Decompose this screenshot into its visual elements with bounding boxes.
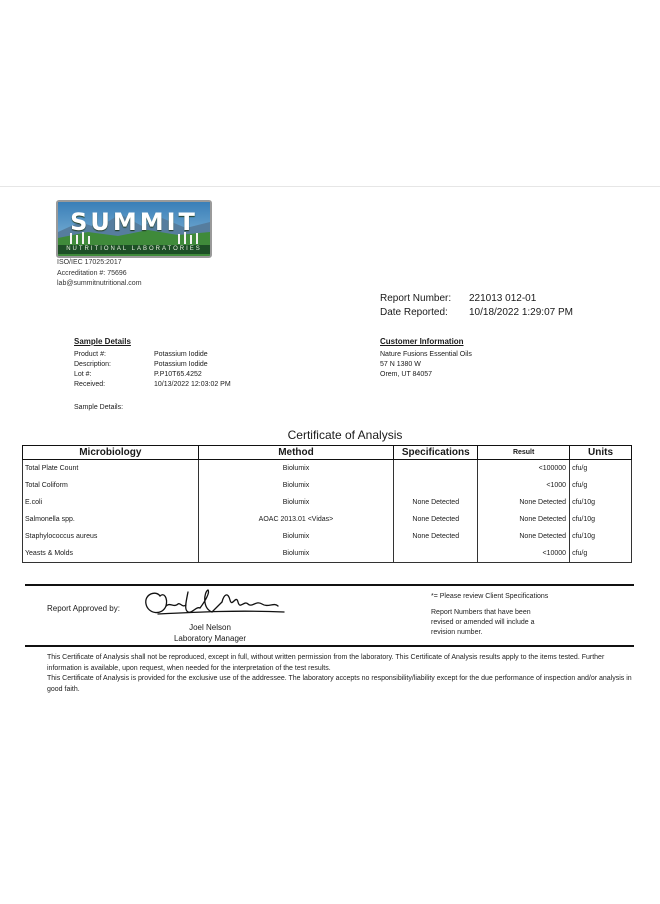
date-reported-value: 10/18/2022 1:29:07 PM xyxy=(469,307,573,318)
sample-value: Potassium Iodide xyxy=(154,351,208,358)
test-name: Yeasts & Molds xyxy=(23,545,199,563)
test-name: E.coli xyxy=(23,494,199,511)
signer-title: Laboratory Manager xyxy=(173,634,247,643)
test-method: Biolumix xyxy=(198,528,394,545)
revision-note-line: Report Numbers that have been xyxy=(431,609,531,616)
approval-divider-top xyxy=(25,584,634,586)
test-result: <10000 xyxy=(478,545,570,563)
test-spec xyxy=(394,460,478,478)
lab-info xyxy=(57,258,142,290)
test-units: cfu/10g xyxy=(570,511,632,528)
disclaimer-paragraph: This Certificate of Analysis shall not be reproduced, except in full, without written permission from the laboratory. This Certificate of Analysis results apply to the items tested. Further information is available, upon request, when needed for the interpretation of the test results. xyxy=(47,654,605,672)
test-method: Biolumix xyxy=(198,545,394,563)
sample-value: P.P10T65.4252 xyxy=(154,371,202,378)
revision-notes xyxy=(431,592,548,638)
iso-standard: ISO/IEC 17025:2017 xyxy=(57,259,122,266)
report-approved-label: Report Approved by: xyxy=(47,604,120,613)
table-row xyxy=(23,545,632,563)
certificate-title: Certificate of Analysis xyxy=(287,428,403,442)
test-name: Staphylococcus aureus xyxy=(23,528,199,545)
logo-subtitle: NUTRITIONAL LABORATORIES xyxy=(58,245,210,254)
test-result: None Detected xyxy=(478,528,570,545)
signer-name: Joel Nelson xyxy=(189,623,231,632)
header-result: Result xyxy=(478,446,570,460)
disclaimer-paragraph: This Certificate of Analysis is provided for the exclusive use of the addressee. The laboratory accepts no responsibility/liability except for the due performance of inspection and/or analysis in good faith. xyxy=(47,675,632,693)
spec-note: *= Please review Client Specifications xyxy=(431,593,549,600)
table-row xyxy=(23,460,632,478)
report-info xyxy=(380,292,573,320)
table-header-row xyxy=(23,446,632,460)
sample-label: Product #: xyxy=(74,351,106,358)
table-row xyxy=(23,511,632,528)
table-row xyxy=(23,477,632,494)
report-number-value: 221013 012-01 xyxy=(469,293,537,304)
customer-address-line1: 57 N 1380 W xyxy=(380,361,421,368)
test-spec: None Detected xyxy=(394,494,478,511)
test-method: Biolumix xyxy=(198,477,394,494)
customer-info xyxy=(380,337,472,380)
header-method: Method xyxy=(198,446,394,460)
table-row xyxy=(23,528,632,545)
approval-divider-bottom xyxy=(25,645,634,647)
sample-row xyxy=(74,350,231,360)
test-method: Biolumix xyxy=(198,494,394,511)
test-result: <1000 xyxy=(478,477,570,494)
sample-label: Lot #: xyxy=(74,371,92,378)
test-spec: None Detected xyxy=(394,528,478,545)
customer-address-line2: Orem, UT 84057 xyxy=(380,371,433,378)
sample-details-note: Sample Details: xyxy=(74,404,124,411)
test-units: cfu/10g xyxy=(570,528,632,545)
summit-logo xyxy=(56,200,212,258)
report-number-label: Report Number: xyxy=(380,293,452,304)
test-units: cfu/g xyxy=(570,460,632,478)
header-units: Units xyxy=(570,446,632,460)
sample-value: Potassium Iodide xyxy=(154,361,208,368)
header-microbiology: Microbiology xyxy=(23,446,199,460)
test-units: cfu/g xyxy=(570,545,632,563)
top-divider xyxy=(0,186,660,187)
signer-block xyxy=(150,622,270,644)
test-spec xyxy=(394,477,478,494)
revision-note-line: revision number. xyxy=(431,629,483,636)
test-method: AOAC 2013.01 <Vidas> xyxy=(198,511,394,528)
test-name: Total Coliform xyxy=(23,477,199,494)
test-result: None Detected xyxy=(478,494,570,511)
results-table xyxy=(22,445,632,563)
customer-name: Nature Fusions Essential Oils xyxy=(380,351,472,358)
signature-image xyxy=(138,588,288,624)
test-spec xyxy=(394,545,478,563)
test-spec: None Detected xyxy=(394,511,478,528)
date-reported-label: Date Reported: xyxy=(380,307,448,318)
lab-email: lab@summitnutritional.com xyxy=(57,280,142,287)
sample-details xyxy=(74,337,231,390)
sample-row xyxy=(74,370,231,380)
test-result: None Detected xyxy=(478,511,570,528)
disclaimer xyxy=(47,653,632,695)
customer-info-title: Customer Information xyxy=(380,337,464,346)
table-row xyxy=(23,494,632,511)
sample-row xyxy=(74,380,231,390)
test-name: Total Plate Count xyxy=(23,460,199,478)
test-units: cfu/g xyxy=(570,477,632,494)
test-name: Salmonella spp. xyxy=(23,511,199,528)
test-units: cfu/10g xyxy=(570,494,632,511)
accreditation-number: Accreditation #: 75696 xyxy=(57,269,127,277)
revision-note-line: revised or amended will include a xyxy=(431,619,535,626)
sample-label: Description: xyxy=(74,361,111,368)
header-specifications: Specifications xyxy=(394,446,478,460)
sample-details-title: Sample Details xyxy=(74,337,131,346)
sample-value: 10/13/2022 12:03:02 PM xyxy=(154,381,231,388)
logo-wordmark: SUMMIT xyxy=(70,208,198,236)
sample-row xyxy=(74,360,231,370)
test-result: <100000 xyxy=(478,460,570,478)
sample-label: Received: xyxy=(74,381,106,388)
test-method: Biolumix xyxy=(198,460,394,478)
